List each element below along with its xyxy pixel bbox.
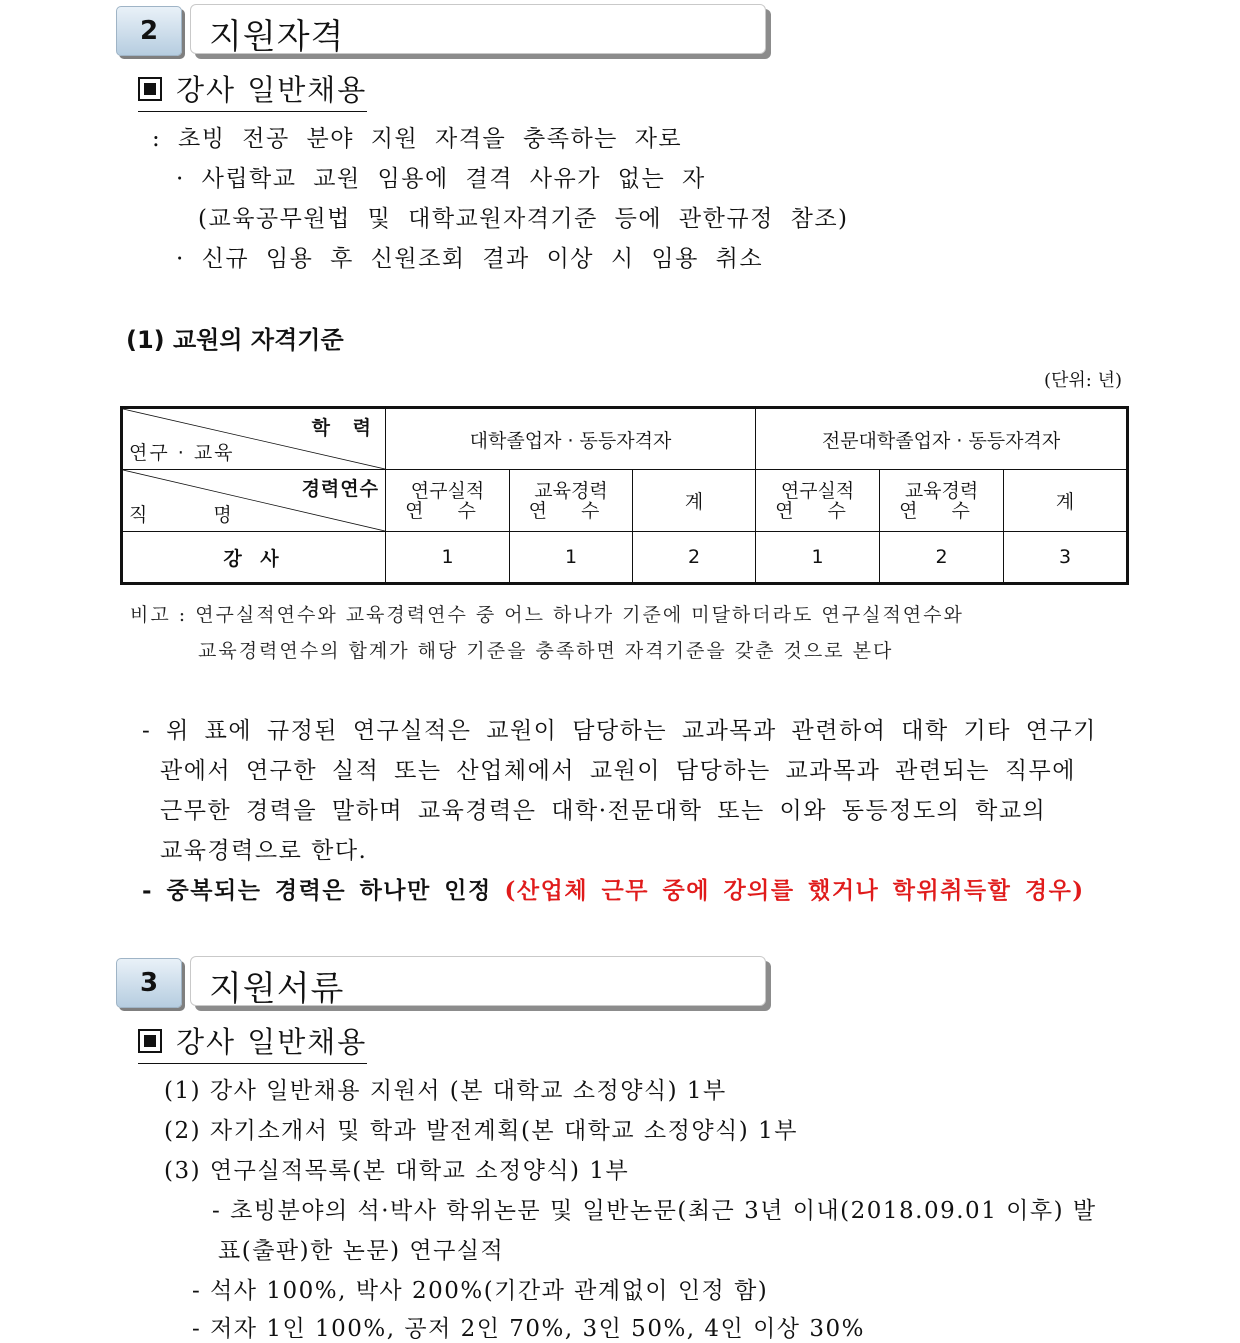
- subheading-lecturer-hiring-docs: [138, 1020, 367, 1064]
- corner-label-education: 학 력: [311, 417, 379, 439]
- doc-item-3: (3) 연구실적목록(본 대학교 소정양식) 1부: [164, 1158, 630, 1184]
- qual-bullet-1-note: (교육공무원법 및 대학교원자격기준 등에 관한규정 참조): [198, 206, 849, 232]
- corner-header-education: [122, 408, 386, 470]
- section-3-header: [116, 956, 656, 1012]
- col-label: 연구실적: [410, 479, 485, 502]
- table-note-1: 비고 : 연구실적연수와 교육경력연수 중 어느 하나가 기준에 미달하더라도 연구실적연수와: [130, 604, 964, 626]
- filled-square-icon: [138, 77, 162, 101]
- subheading-label: 강사 일반채용: [176, 1025, 368, 1059]
- col-label: 연구실적: [780, 479, 855, 502]
- subheading-label: 강사 일반채용: [176, 73, 368, 107]
- section-number: 2: [116, 6, 182, 56]
- corner-label-career-years: 경력연수: [301, 478, 379, 500]
- col-research-years-1: [386, 470, 510, 532]
- section-number: 3: [116, 958, 182, 1008]
- col-total-2: 계: [1004, 470, 1128, 532]
- doc-item-3-detail-1: - 초빙분야의 석·박사 학위논문 및 일반논문(최근 3년 이내(2018.09.01 이후) 발: [212, 1198, 1097, 1224]
- qual-bullet-1: · 사립학교 교원 임용에 결격 사유가 없는 자: [176, 166, 706, 192]
- col-research-years-2: [756, 470, 880, 532]
- filled-square-icon: [138, 1029, 162, 1053]
- doc-item-3-detail-1-cont: 표(출판)한 논문) 연구실적: [218, 1238, 505, 1264]
- corner-header-career: [122, 470, 386, 532]
- col-label: 교육경력: [534, 479, 608, 502]
- qual-bullet-2: · 신규 임용 후 신원조회 결과 이상 시 임용 취소: [176, 246, 764, 272]
- table-row: [122, 532, 1128, 584]
- table-cell: 2: [633, 532, 756, 584]
- doc-item-2: (2) 자기소개서 및 학과 발전계획(본 대학교 소정양식) 1부: [164, 1118, 798, 1144]
- duplicate-career-rule: - 중복되는 경력은 하나만 인정: [142, 877, 492, 904]
- table-cell: 3: [1004, 532, 1128, 584]
- criteria-heading: (1) 교원의 자격기준: [126, 326, 344, 354]
- section-title: 지원자격: [209, 17, 345, 57]
- col-total-1: 계: [633, 470, 756, 532]
- corner-label-position: 직 명: [129, 504, 262, 526]
- duplicate-career-condition: (산업체 근무 중에 강의를 했거나 학위취득할 경우): [504, 877, 1085, 904]
- explain-line-3: 근무한 경력을 말하며 교육경력은 대학·전문대학 또는 이와 동등정도의 학교의: [160, 798, 1047, 824]
- table-note-2: 교육경력연수의 합계가 해당 기준을 충족하면 자격기준을 갖춘 것으로 본다: [198, 640, 894, 662]
- group-header-university: 대학졸업자 · 동등자격자: [386, 408, 756, 470]
- doc-item-1: (1) 강사 일반채용 지원서 (본 대학교 소정양식) 1부: [164, 1078, 727, 1104]
- section-title-box: [190, 4, 766, 57]
- duplicate-career-line: [142, 872, 1085, 905]
- col-teaching-years-1: [510, 470, 633, 532]
- doc-item-3-detail-3: - 저자 1인 100%, 공저 2인 70%, 3인 50%, 4인 이상 30%: [192, 1316, 865, 1342]
- col-teaching-years-2: [880, 470, 1004, 532]
- explain-line-4: 교육경력으로 한다.: [160, 838, 368, 864]
- table-cell: 1: [386, 532, 510, 584]
- section-title-box: [190, 956, 766, 1009]
- table-cell: 1: [510, 532, 633, 584]
- col-label: 연 수: [775, 499, 860, 522]
- unit-label: (단위: 년): [1044, 370, 1122, 391]
- section-2-header: [116, 4, 656, 60]
- col-label: 연 수: [899, 499, 984, 522]
- col-label: 교육경력: [904, 479, 979, 502]
- doc-item-3-detail-2: - 석사 100%, 박사 200%(기간과 관계없이 인정 함): [192, 1278, 769, 1304]
- group-header-college: 전문대학졸업자 · 동등자격자: [756, 408, 1128, 470]
- col-label: 연 수: [528, 499, 614, 522]
- table-cell: 2: [880, 532, 1004, 584]
- section-title: 지원서류: [209, 969, 345, 1009]
- corner-label-research-teaching: 연구 · 교육: [129, 442, 235, 464]
- subheading-lecturer-hiring: [138, 68, 367, 112]
- qual-intro: : 초빙 전공 분야 지원 자격을 충족하는 자로: [152, 126, 683, 152]
- explain-line-2: 관에서 연구한 실적 또는 산업체에서 교원이 담당하는 교과목과 관련되는 직무에: [160, 758, 1076, 784]
- explain-line-1: - 위 표에 규정된 연구실적은 교원이 담당하는 교과목과 관련하여 대학 기타 연구기: [142, 718, 1097, 744]
- table-cell: 1: [756, 532, 880, 584]
- criteria-table: [120, 406, 1129, 585]
- row-label-lecturer: 강 사: [122, 532, 386, 584]
- col-label: 연 수: [405, 499, 490, 522]
